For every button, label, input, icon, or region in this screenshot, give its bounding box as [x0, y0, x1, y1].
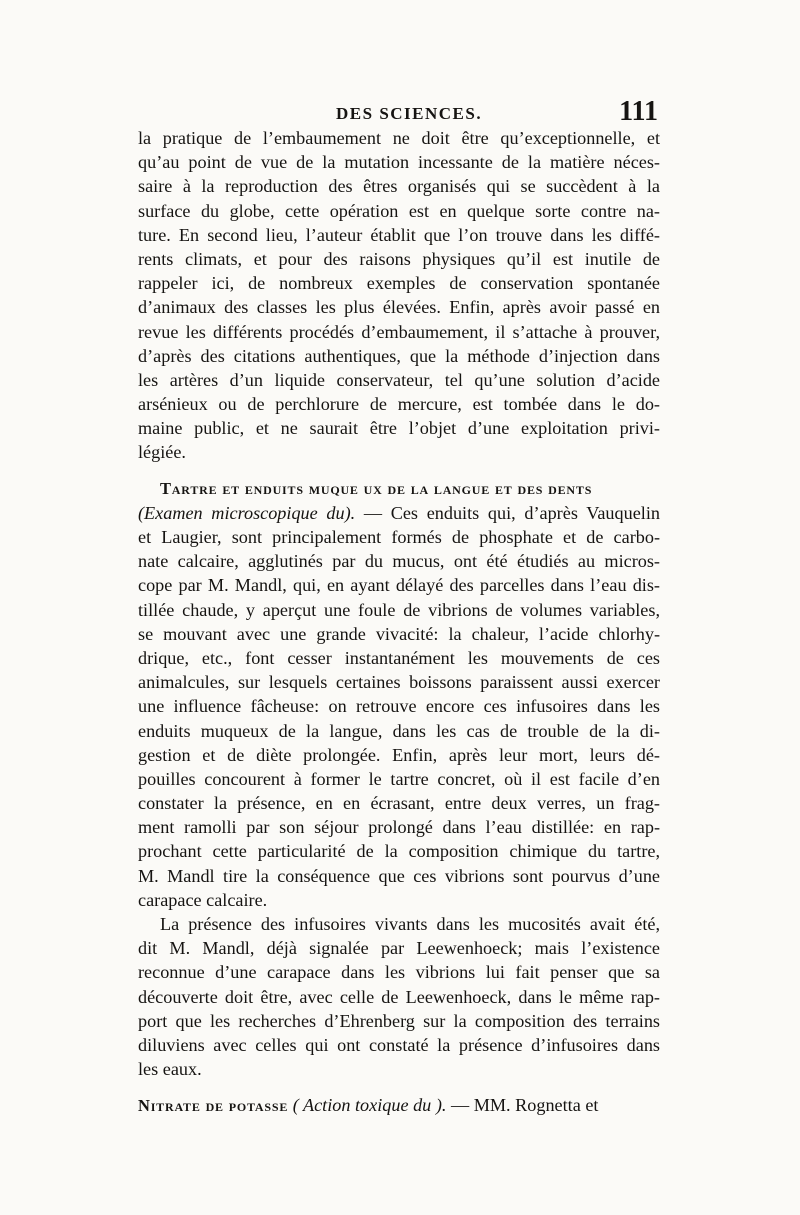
text-line: animalcules, sur lesquels certaines boissons paraissent aussi exercer [138, 672, 660, 693]
text-line: tillée chaude, y aperçut une foule de vibrions de volumes variables, [138, 599, 660, 620]
text-line: ture. En second lieu, l’auteur établit que l’on trouve dans les diffé- [138, 224, 660, 245]
text-line: dit M. Mandl, déjà signalée par Leewenhoeck; mais l’existence [138, 938, 660, 959]
text-run: — MM. Rognetta et [446, 1095, 599, 1116]
text-line: surface du globe, cette opération est en quelque sorte contre na- [138, 200, 660, 221]
text-line: constater la présence, en en écrasant, entre deux verres, un frag- [138, 793, 660, 814]
text-line [138, 501, 660, 525]
text-line: port que les recherches d’Ehrenberg sur la composition des terrains [138, 1010, 660, 1031]
text-line: diluviens avec celles qui ont constaté la présence d’infusoires dans [138, 1034, 660, 1055]
section-gap [138, 1081, 660, 1093]
text-line: carapace calcaire. [138, 889, 268, 910]
text-line: ment ramolli par son séjour prolongé dans l’eau distillée: en rap- [138, 817, 660, 838]
text-line: une influence fâcheuse: on retrouve encore ces infusoires dans les [138, 696, 660, 717]
text-line: d’après des citations authentiques, que la méthode d’injection dans [138, 345, 660, 366]
text-line: enduits muqueux de la langue, dans les cas de trouble de la di- [138, 720, 660, 741]
paragraph-infusoires [138, 912, 660, 1081]
text-line: revue les différents procédés d’embaumement, il s’attache à prouver, [138, 321, 660, 342]
text-line: nate calcaire, agglutinés par du mucus, ont été étudiés au micros- [138, 551, 660, 572]
section-heading: Tartre et enduits muque ux de la langue et des dents [160, 478, 593, 498]
text-line: et Laugier, sont principalement formés de phosphate et de carbo- [138, 527, 660, 547]
text-line: rents climats, et pour des raisons physiques qu’il est inutile de [138, 248, 660, 269]
text-line: saire à la reproduction des êtres organisés qui se succèdent à la [138, 176, 660, 197]
text-line: les artères d’un liquide conservateur, tel qu’une solution d’acide [138, 369, 660, 390]
section-subtitle: ( Action toxique du ). [292, 1095, 447, 1116]
text-line: pouilles concourent à former le tartre concret, où il est facile d’en [138, 768, 660, 789]
text-line: M. Mandl tire la conséquence que ces vibrions sont pourvus d’une [138, 865, 660, 886]
section-gap [138, 465, 660, 477]
text-line: drique, etc., font cesser instantanément les mouvements de ces [138, 647, 660, 668]
text-run: — Ces enduits qui, d’après Vauquelin [355, 502, 660, 523]
text-line: La présence des infusoires vivants dans les mucosités avait été, [160, 914, 660, 934]
text-line: maine public, et ne saurait être l’objet d’une exploitation privi- [138, 418, 660, 439]
text-line: prochant cette particularité de la composition chimique du tartre, [138, 841, 660, 862]
paragraph-embaumement [138, 126, 660, 465]
text-line [138, 1093, 660, 1117]
text-line: la pratique de l’embaumement ne doit être qu’exceptionnelle, et [138, 128, 660, 148]
text-line: reconnue d’une carapace dans les vibrions lui fait penser que sa [138, 962, 660, 983]
text-line: se mouvant avec une grande vivacité: la chaleur, l’acide chlorhy- [138, 623, 660, 644]
text-line: arsénieux ou de perchlorure de mercure, est tombée dans le do- [138, 394, 660, 415]
text-line: d’animaux des classes les plus élevées. Enfin, après avoir passé en [138, 297, 660, 318]
text-line: rappeler ici, de nombreux exemples de conservation spontanée [138, 273, 660, 294]
section-subtitle: (Examen microscopique du). [138, 502, 356, 523]
text-line: qu’au point de vue de la mutation incessante de la matière néces- [138, 152, 660, 173]
text-block [138, 126, 660, 1118]
text-line: découverte doit être, avec celle de Leewenhoeck, dans le même rap- [138, 986, 660, 1007]
text-line: gestion et de diète prolongée. Enfin, après leur mort, leurs dé- [138, 744, 660, 765]
text-line: les eaux. [138, 1059, 202, 1080]
section-heading: Nitrate de potasse [138, 1096, 289, 1116]
text-line: cope par M. Mandl, qui, en ayant délayé des parcelles dans l’eau dis- [138, 575, 660, 596]
running-title: DES SCIENCES. [336, 104, 483, 123]
page-number: 111 [619, 96, 658, 127]
section-tartre [138, 477, 660, 912]
section-nitrate [138, 1093, 660, 1117]
text-line: légiée. [138, 442, 186, 463]
